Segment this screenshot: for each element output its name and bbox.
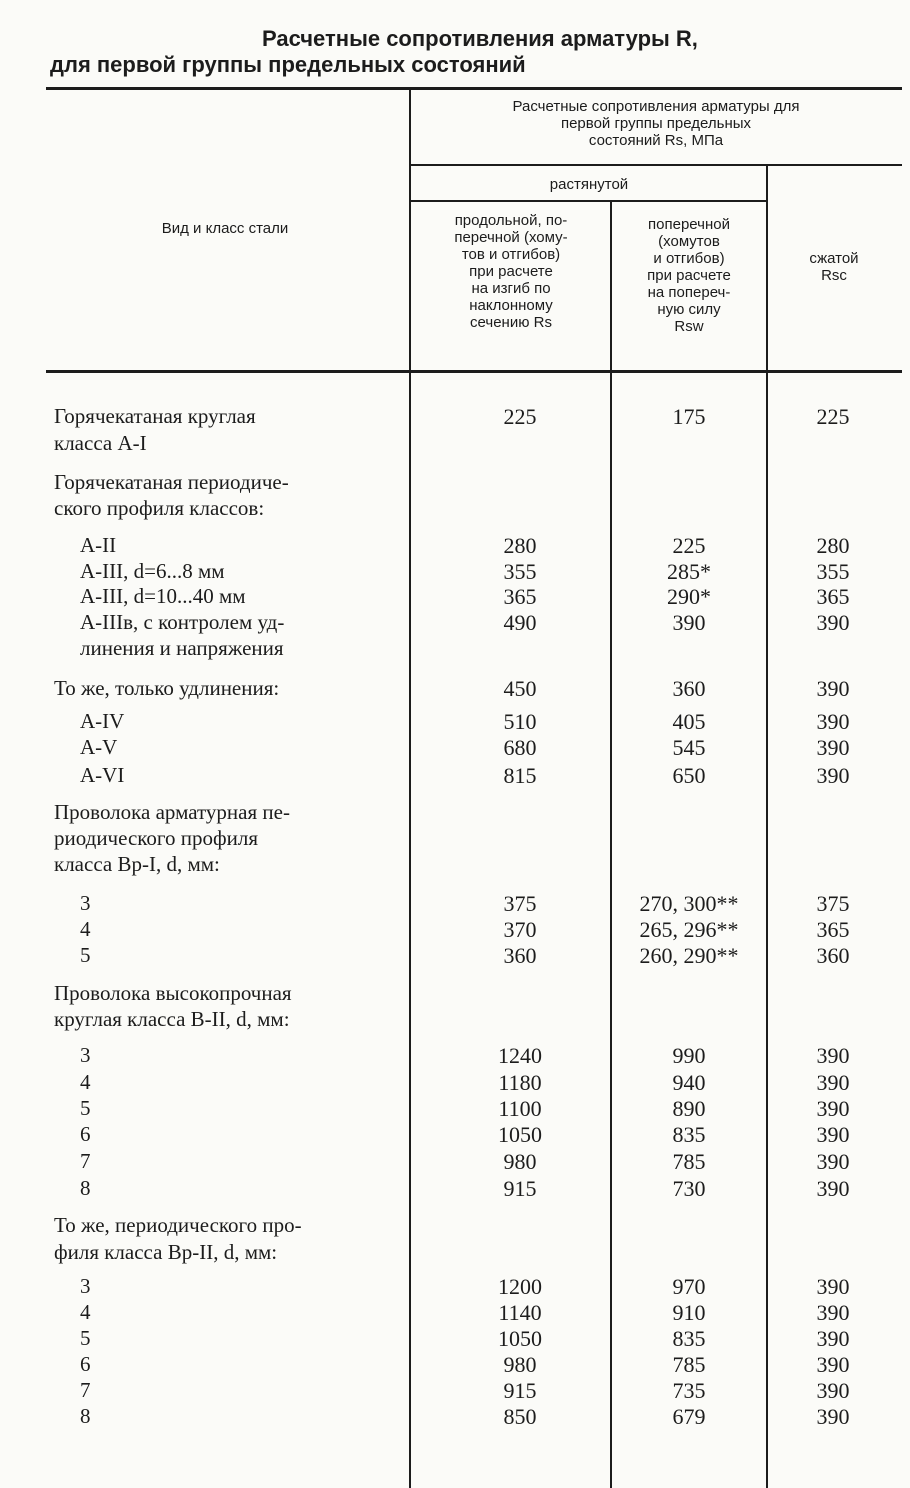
row-label: класса A-I [54,431,147,455]
row-label: 5 [80,1096,91,1120]
row-label: A-III, d=6...8 мм [80,559,225,583]
row-label: Горячекатаная круглая [54,404,256,428]
row-label: линения и напряжения [80,636,284,660]
value-transverse: 785 [672,1352,706,1377]
value-transverse: 545 [672,735,706,760]
value-transverse: 730 [672,1176,706,1201]
value-transverse: 679 [672,1404,706,1429]
value-compressed: 390 [816,1176,850,1201]
value-compressed: 390 [816,1096,850,1121]
table-title-line-1: Расчетные сопротивления арматуры R, [262,26,698,51]
value-longitudinal: 365 [503,584,537,609]
value-transverse: 390 [672,610,706,635]
row-label: 3 [80,1274,91,1298]
value-longitudinal: 915 [503,1176,537,1201]
value-longitudinal: 850 [503,1404,537,1429]
column-rule-1 [409,88,411,1488]
value-compressed: 390 [816,610,850,635]
value-longitudinal: 225 [503,404,537,429]
row-label: 3 [80,891,91,915]
row-label: A-VI [80,763,125,787]
row-label: 8 [80,1404,91,1428]
row-label: A-III, d=10...40 мм [80,584,246,608]
row-label: 4 [80,917,91,941]
row-label: 7 [80,1378,91,1402]
value-transverse: 270, 300** [639,891,739,916]
header-tensile: растянутой [549,176,629,193]
value-longitudinal: 680 [503,735,537,760]
value-compressed: 390 [816,1043,850,1068]
value-compressed: 280 [816,533,850,558]
value-compressed: 390 [816,1404,850,1429]
row-label: A-II [80,533,117,557]
row-label: 8 [80,1176,91,1200]
value-transverse: 735 [672,1378,706,1403]
value-compressed: 390 [816,1352,850,1377]
value-longitudinal: 1180 [498,1070,542,1095]
row-label: 5 [80,1326,91,1350]
value-longitudinal: 510 [503,709,537,734]
row-label: Горячекатаная периодиче- [54,470,289,494]
value-longitudinal: 490 [503,610,537,635]
value-transverse: 940 [672,1070,706,1095]
value-longitudinal: 450 [503,676,537,701]
value-compressed: 360 [816,943,850,968]
value-compressed: 365 [816,584,850,609]
header-resistance-group: Расчетные сопротивления арматуры для первой группы предельных состояний Rs, МПа [512,98,800,149]
top-rule [46,87,902,90]
value-compressed: 390 [816,1149,850,1174]
row-label: То же, периодического про- [54,1213,302,1237]
value-compressed: 390 [816,1300,850,1325]
tensile-rule [410,200,768,202]
row-label: A-V [80,735,118,759]
row-label: 3 [80,1043,91,1067]
value-transverse: 260, 290** [639,943,739,968]
row-label: То же, только удлинения: [54,676,280,700]
value-longitudinal: 1050 [498,1122,542,1147]
value-longitudinal: 1240 [498,1043,542,1068]
value-longitudinal: 1050 [498,1326,542,1351]
value-longitudinal: 815 [503,763,537,788]
value-longitudinal: 1200 [498,1274,542,1299]
row-label: круглая класса В-II, d, мм: [54,1007,290,1031]
row-label: 5 [80,943,91,967]
value-longitudinal: 980 [503,1352,537,1377]
value-longitudinal: 370 [503,917,537,942]
value-transverse: 405 [672,709,706,734]
row-label: 7 [80,1149,91,1173]
row-label: 6 [80,1352,91,1376]
value-compressed: 390 [816,1274,850,1299]
value-compressed: 390 [816,735,850,760]
value-transverse: 890 [672,1096,706,1121]
value-transverse: 835 [672,1326,706,1351]
row-label: 4 [80,1300,91,1324]
value-longitudinal: 280 [503,533,537,558]
value-compressed: 390 [816,676,850,701]
value-transverse: 835 [672,1122,706,1147]
value-transverse: 970 [672,1274,706,1299]
value-compressed: 355 [816,559,850,584]
row-label: Проволока высокопрочная [54,981,292,1005]
row-label: Проволока арматурная пе- [54,800,290,824]
value-compressed: 390 [816,1122,850,1147]
value-compressed: 225 [816,404,850,429]
row-label: риодического профиля [54,826,258,850]
value-transverse: 785 [672,1149,706,1174]
value-longitudinal: 1100 [498,1096,542,1121]
row-label: класса Вр-I, d, мм: [54,852,220,876]
header-transverse: поперечной (хомутов и отгибов) при расчете на попереч- ную силу Rsw [647,216,731,335]
row-label: филя класса Вр-II, d, мм: [54,1240,278,1264]
value-transverse: 910 [672,1300,706,1325]
row-label: A-IV [80,709,125,733]
value-compressed: 365 [816,917,850,942]
value-longitudinal: 915 [503,1378,537,1403]
value-transverse: 265, 296** [639,917,739,942]
header-compressed: сжатой Rsc [809,250,859,284]
value-compressed: 390 [816,763,850,788]
header-steel-type: Вид и класс стали [161,220,289,237]
value-transverse: 285* [667,559,711,584]
value-compressed: 375 [816,891,850,916]
value-transverse: 990 [672,1043,706,1068]
row-label: ского профиля классов: [54,496,265,520]
row-label: 6 [80,1122,91,1146]
value-transverse: 650 [672,763,706,788]
table-title-line-2: для первой группы предельных состояний [50,52,526,77]
value-longitudinal: 360 [503,943,537,968]
value-transverse: 175 [672,404,706,429]
row-label: A-IIIв, с контролем уд- [80,610,285,634]
row-label: 4 [80,1070,91,1094]
value-compressed: 390 [816,1070,850,1095]
value-compressed: 390 [816,709,850,734]
group-rule [410,164,902,166]
value-longitudinal: 355 [503,559,537,584]
value-longitudinal: 1140 [498,1300,542,1325]
value-transverse: 290* [667,584,711,609]
header-longitudinal: продольной, по- перечной (хому- тов и отгибов) при расчете на изгиб по наклонному сечению Rs [454,212,568,331]
header-bottom-rule [46,370,902,373]
value-longitudinal: 375 [503,891,537,916]
value-compressed: 390 [816,1326,850,1351]
value-transverse: 360 [672,676,706,701]
value-compressed: 390 [816,1378,850,1403]
value-transverse: 225 [672,533,706,558]
value-longitudinal: 980 [503,1149,537,1174]
